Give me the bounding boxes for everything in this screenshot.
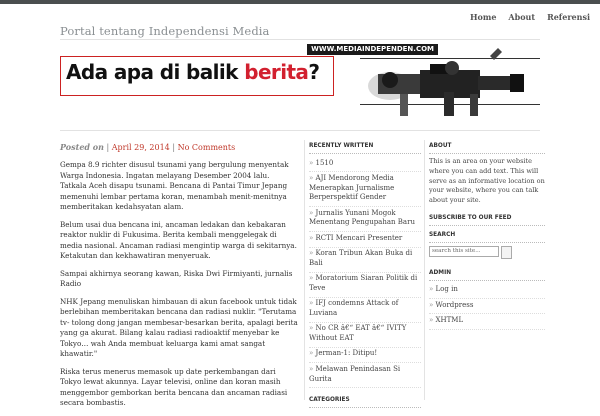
banner-url: WWW.MEDIAINDEPENDEN.COM bbox=[307, 44, 438, 55]
recent-post-link[interactable]: » 1510 bbox=[309, 157, 421, 172]
meta-separator: | bbox=[106, 143, 112, 152]
top-bar bbox=[0, 0, 600, 4]
admin-links-list bbox=[429, 284, 545, 330]
banner-headline-main: Ada apa di balik bbox=[66, 60, 245, 84]
recent-post-link[interactable]: » Jurnalis Yunani Mogok Menentang Pengupahan Baru bbox=[309, 207, 421, 232]
main-nav bbox=[470, 12, 590, 22]
banner-headline bbox=[66, 60, 319, 84]
header-divider bbox=[60, 39, 540, 40]
camera-crew-image bbox=[360, 44, 540, 124]
post-paragraph: NHK Jepang menuliskan himbauan di akun facebook untuk tidak berlebihan memberitakan bencana dan radiasi nuklir. "Terutama tv- tolong dong jangan membesar-besarkan berita, apalagi berita yang ga akurat. Bilang kalau radiasi radioaktif menyebar ke Tokyo… wah Anda membuat keluarga kami amat sangat khawatir." bbox=[60, 296, 298, 359]
recent-post-link[interactable]: » Moratorium Siaran Politik di Teve bbox=[309, 273, 421, 298]
site-title[interactable]: Portal tentang Independensi Media bbox=[60, 24, 270, 38]
post-meta bbox=[60, 142, 235, 152]
categories-widget-title: CATEGORIES bbox=[309, 394, 421, 408]
recent-post-link[interactable]: » AJI Mendorong Media Menerapkan Jurnalisme Berperspektif Gender bbox=[309, 172, 421, 207]
banner-headline-end: ? bbox=[308, 60, 320, 84]
recent-post-link[interactable]: » Koran Tribun Akan Buka di Bali bbox=[309, 248, 421, 273]
banner-divider bbox=[60, 130, 540, 131]
post-paragraph: Gempa 8.9 richter disusul tsunami yang bergulung menyentak Warga Indonesia. Ingatan melayang Desember 2004 lalu. Tatkala Aceh disapu tsunami. Bencana di Pantai Timur Jepang memenuhi lembar pertama koran, menambah menit-menitnya memberitakan kedahsyatan alam. bbox=[60, 160, 289, 212]
search-input[interactable] bbox=[429, 246, 499, 257]
banner-headline-accent: berita bbox=[244, 60, 309, 84]
recent-post-link[interactable]: » Jerman-1: Ditipu! bbox=[309, 348, 421, 363]
admin-link-wordpress[interactable]: » Wordpress bbox=[429, 299, 545, 314]
subscribe-widget-title[interactable]: SUBSCRIBE TO OUR FEED bbox=[429, 212, 545, 226]
recent-post-link[interactable]: » Melawan Penindasan Si Gurita bbox=[309, 363, 421, 388]
post-paragraph: Sampai akhirnya seorang kawan, Riska Dwi Firmiyanti, jurnalis Radio bbox=[60, 268, 293, 289]
recent-post-link[interactable]: » RCTI Mencari Presenter bbox=[309, 232, 421, 247]
nav-referensi[interactable]: Referensi bbox=[547, 12, 590, 22]
nav-about[interactable]: About bbox=[508, 12, 536, 22]
post-date-link[interactable]: April 29, 2014 bbox=[111, 143, 170, 152]
admin-widget-title: ADMIN bbox=[429, 267, 545, 281]
search-widget-title: SEARCH bbox=[429, 229, 545, 243]
recent-posts-list bbox=[309, 157, 421, 388]
search-button[interactable] bbox=[501, 246, 512, 259]
about-widget-title: ABOUT bbox=[429, 140, 545, 154]
header-banner[interactable] bbox=[60, 44, 540, 124]
meta-separator: | bbox=[169, 143, 178, 152]
search-form bbox=[429, 246, 545, 259]
admin-link-login[interactable]: » Log in bbox=[429, 284, 545, 299]
post-paragraph: Belum usai dua bencana ini, ancaman ledakan dan kebakaran reaktor nuklir di Fukusima. Berita kembali menggelegak di media nasional. Ancaman radiasi mengintip warga di sekitarnya. Ketakutan dan kekhawatiran menyeruak. bbox=[60, 219, 297, 261]
posted-on-label: Posted on bbox=[60, 142, 104, 152]
about-text: This is an area on your website where you can add text. This will serve as an informative location on your website, where you can talk about your site. bbox=[429, 157, 545, 204]
admin-link-xhtml[interactable]: » XHTML bbox=[429, 314, 545, 329]
post-content bbox=[60, 160, 298, 416]
recent-post-link[interactable]: » No CR â€“ EAT â€“ IVITY Without EAT bbox=[309, 323, 421, 348]
sidebar-about bbox=[424, 140, 545, 400]
post-comments-link[interactable]: No Comments bbox=[177, 143, 236, 152]
post-paragraph: Riska terus menerus memasok up date perkembangan dari Tokyo lewat akunnya. Layar televisi, online dan koran masih menggembor gemborkan berita bencana dan ancaman radiasi secara bombastis. bbox=[60, 366, 288, 408]
recent-post-link[interactable]: » IFJ condemns Attack of Luviana bbox=[309, 298, 421, 323]
sidebar-recent bbox=[304, 140, 421, 404]
nav-home[interactable]: Home bbox=[469, 12, 497, 22]
recent-widget-title: RECENTLY WRITTEN bbox=[309, 140, 421, 154]
